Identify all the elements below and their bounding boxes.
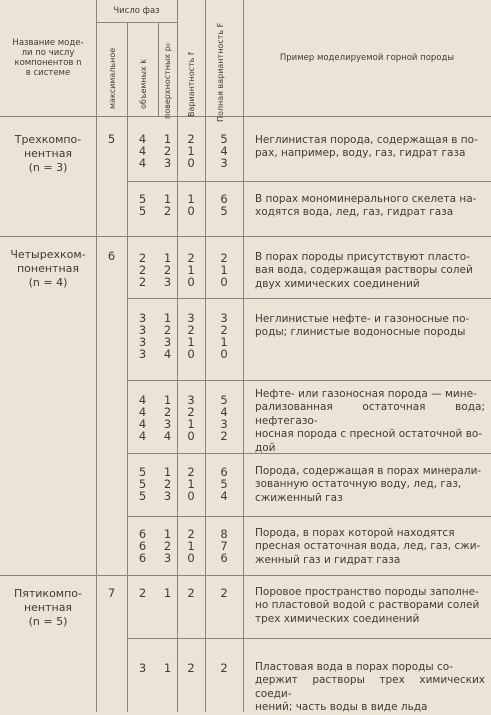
row-divider: [127, 298, 491, 299]
group-name-four: Четырехком- понентная (n = 4): [10, 248, 86, 289]
row-divider: [127, 181, 491, 182]
volume-phases: 6 6 6: [138, 527, 147, 565]
volume-phases: 5 5: [138, 192, 147, 218]
row-divider: [127, 638, 491, 639]
full-variance: 3 2 1 0: [220, 311, 228, 361]
surface-phases: 1 2: [163, 192, 172, 218]
surface-phases: 1 2 3 4: [163, 393, 172, 443]
volume-phases: 2 2 2: [138, 251, 147, 289]
full-variance: 8 7 6: [220, 527, 228, 565]
header-variance: Вариантность f: [187, 52, 196, 117]
example-text: Порода, содержащая в порах минерали- зованную остаточную воду, лед, газ, сжиженный газ: [255, 465, 482, 504]
volume-phases: 5 5 5: [138, 465, 147, 503]
variance: 2 1 0: [187, 465, 195, 503]
header-divider: [96, 22, 177, 23]
group-name-five: Пятикомпо- нентная (n = 5): [13, 587, 82, 628]
surface-phases: 1 2 3 4: [163, 311, 172, 361]
volume-phases: 4 4 4: [138, 132, 147, 170]
variance: 2 1 0: [187, 527, 195, 565]
header-model-name: Название моде- ли по числу компонентов n в системе: [12, 38, 84, 78]
header-bottom-rule: [0, 116, 491, 117]
header-volume: объемных k: [139, 59, 148, 109]
row-divider: [127, 516, 491, 517]
surface-phases: 1 2 3: [163, 132, 172, 170]
group-name-three: Трехкомпо- нентная (n = 3): [14, 133, 82, 174]
variance: 2 1 0: [187, 132, 195, 170]
full-variance: 2: [220, 586, 228, 600]
variance: 2: [187, 661, 195, 675]
full-variance: 6 5 4: [220, 465, 228, 503]
surface-phases: 1 2 3: [163, 465, 172, 503]
example-text: Неглинистая порода, содержащая в по- рах, например, воду, газ, гидрат газа: [255, 134, 478, 160]
variance: 2: [187, 586, 195, 600]
header-max: максимальное: [108, 47, 117, 109]
header-example: Пример моделируемой горной породы: [279, 53, 455, 63]
volume-phases: 3 3 3 3: [138, 311, 147, 361]
header-phase-count: Число фаз: [113, 6, 160, 16]
group-divider: [0, 575, 491, 576]
header-full-variance: Полная вариантность F: [216, 22, 225, 122]
column-divider: [158, 22, 159, 116]
full-variance: 5 4 3 2: [220, 393, 228, 443]
max-value: 5: [107, 132, 116, 146]
volume-phases: 4 4 4 4: [138, 393, 147, 443]
surface-phases: 1: [163, 661, 172, 675]
example-text: Нефте- или газоносная порода — мине- рализованная остаточная вода; нефтегазо- носная порода с пресной остаточной во- дой: [255, 388, 485, 454]
volume-phases: 2: [138, 586, 147, 600]
example-text: Порода, в порах которой находятся пресная остаточная вода, лед, газ, сжи- женный газ и гидрат газа: [255, 527, 481, 566]
full-variance: 2: [220, 661, 228, 675]
row-divider: [127, 380, 491, 381]
example-text: Поровое пространство породы заполне- но пластовой водой с растворами солей трех химических соединений: [255, 586, 480, 625]
full-variance: 6 5: [220, 192, 228, 218]
full-variance: 2 1 0: [220, 251, 228, 289]
header-surface: поверхностных p₀: [163, 43, 172, 119]
variance: 3 2 1 0: [187, 393, 195, 443]
surface-phases: 1: [163, 586, 172, 600]
variance: 3 2 1 0: [187, 311, 195, 361]
group-divider: [0, 236, 491, 237]
volume-phases: 3: [138, 661, 147, 675]
max-value: 7: [107, 586, 116, 600]
column-divider: [127, 22, 128, 712]
column-divider: [243, 0, 244, 712]
surface-phases: 1 2 3: [163, 251, 172, 289]
max-value: 6: [107, 249, 116, 263]
full-variance: 5 4 3: [220, 132, 228, 170]
example-text: Пластовая вода в порах породы со- держит растворы трех химических соеди- нений; часть воды в виде льда: [255, 661, 485, 714]
variance: 1 0: [187, 192, 195, 218]
surface-phases: 1 2 3: [163, 527, 172, 565]
example-text: В порах породы присутствуют пласто- вая вода, содержащая растворы солей двух химических соединений: [255, 251, 473, 290]
variance: 2 1 0: [187, 251, 195, 289]
column-divider: [96, 0, 97, 712]
example-text: Неглинистые нефте- и газоносные по- роды; глинистые водоносные породы: [255, 313, 470, 339]
example-text: В порах мономинерального скелета на- ходятся вода, лед, газ, гидрат газа: [255, 193, 477, 219]
